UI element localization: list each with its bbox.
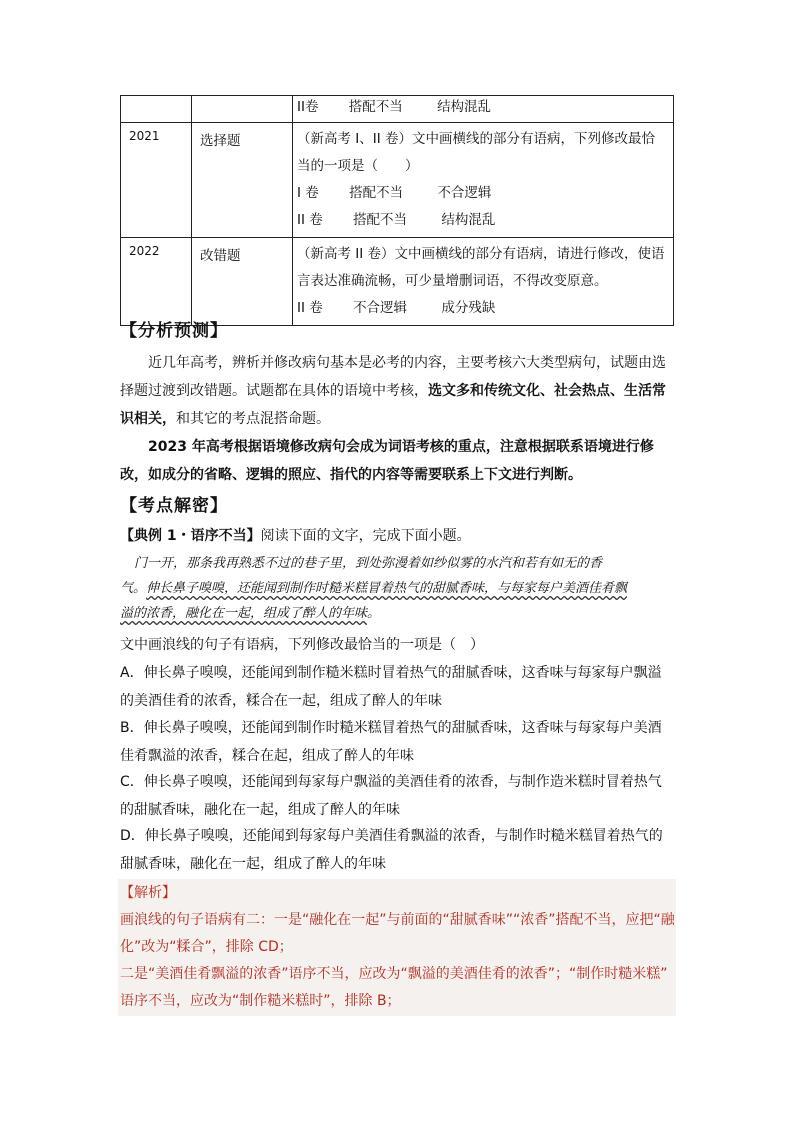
type-cell: 改错题 — [192, 238, 293, 326]
detail-text-line: 言表达准确流畅，可少量增删词语，不得改变原意。 — [297, 273, 608, 289]
option-a — [120, 659, 676, 715]
volume-label: II 卷 — [297, 300, 323, 316]
volume-line — [297, 96, 667, 120]
forecast-emphasis: 2023 年高考根据语境修改病句会成为词语考核的重点，注意根据联系语境进行修改，如成分的省略、逻辑的照应、指代的内容等需要联系上下文进行判断。 — [120, 439, 654, 483]
passage-line — [120, 601, 676, 626]
forecast-text: 近几年高考，辨析并修改病句基本是必考的内容，主要考核六大类型病句，试题由选择题过渡到改错题。试题都在具体的语境中考核， — [120, 355, 666, 399]
detail-text-line: （新高考 II 卷）文中画横线的部分有语病，请进行修改，使语 — [297, 246, 665, 262]
solution-line: 语序不当，应改为“制作糙米糕时”，排除 B； — [120, 993, 401, 1009]
error-type-2: 结构混乱 — [441, 212, 496, 228]
exam-history-table — [120, 95, 674, 326]
table-row — [121, 238, 674, 326]
solution-heading: 【解析】 — [120, 885, 176, 901]
volume-line — [297, 295, 667, 322]
passage-line — [120, 551, 676, 576]
forecast-paragraph-1 — [120, 349, 676, 433]
wavy-underlined-sentence: 溢的浓香，融化在一起，组成了醉人的年味 — [120, 606, 368, 621]
option-c — [120, 768, 676, 824]
passage — [120, 551, 676, 626]
table-row — [121, 96, 674, 123]
forecast-emphasis: 选文多和传统文化、社会热点、生活常识相关， — [120, 383, 666, 427]
solution-line: 化”改为“糅合”，排除 CD； — [120, 939, 293, 955]
detail-text-line: 当的一项是（ ） — [297, 158, 419, 174]
error-type-1: 搭配不当 — [348, 99, 403, 115]
error-type-1: 不合逻辑 — [353, 300, 408, 316]
forecast-paragraph-2 — [120, 433, 676, 489]
detail-text-line: （新高考 I、II 卷）文中画横线的部分有语病，下列修改最恰 — [297, 131, 656, 147]
detail-cell — [293, 238, 674, 326]
error-type-2: 不合逻辑 — [437, 185, 492, 201]
solution-line: 二是“美酒佳肴飘溢的浓香”语序不当，应改为“飘溢的美酒佳肴的浓香”；“制作时糙米糕” — [120, 966, 668, 982]
option-b — [120, 714, 676, 770]
question-stem: 文中画浪线的句子有语病，下列修改最恰当的一项是（ ） — [120, 637, 484, 653]
forecast-text-tail: 和其它的考点混搭命题。 — [176, 411, 330, 427]
type-cell: 选择题 — [192, 123, 293, 238]
year-cell: 2022 — [121, 238, 192, 326]
volume-label: II卷 — [297, 99, 319, 115]
option-line: B．伸长鼻子嗅嗅，还能闻到制作时糙米糕冒着热气的甜腻香味，这香味与每家每户美酒 — [120, 720, 662, 736]
example-label: 【典例 1・语序不当】 — [120, 528, 261, 544]
example-instruction: 阅读下面的文字，完成下面小题。 — [260, 528, 471, 544]
detail-cell — [293, 123, 674, 238]
passage-line — [120, 576, 676, 601]
error-type-1: 搭配不当 — [349, 185, 404, 201]
option-line: D．伸长鼻子嗅嗅，还能闻到每家每户美酒佳肴飘溢的浓香，与制作时糙米糕冒着热气的 — [120, 828, 663, 844]
option-line: A．伸长鼻子嗅嗅，还能闻到制作糙米糕时冒着热气的甜腻香味，这香味与每家每户飘溢 — [120, 665, 662, 681]
option-line: 的甜腻香味，融化在一起，组成了醉人的年味 — [120, 802, 400, 818]
option-line: C．伸长鼻子嗅嗅，还能闻到每家每户飘溢的美酒佳肴的浓香，与制作造米糕时冒着热气 — [120, 774, 662, 790]
detail-cell — [293, 96, 674, 123]
option-line: 甜腻香味，融化在一起，组成了醉人的年味 — [120, 856, 386, 872]
error-type-2: 成分残缺 — [441, 300, 496, 316]
type-cell — [192, 96, 293, 123]
passage-text: 门一开，那条我再熟悉不过的巷子里，到处弥漫着如纱似雾的水汽和若有如无的香 — [134, 556, 603, 571]
year-cell: 2021 — [121, 123, 192, 238]
error-type-1: 搭配不当 — [353, 212, 408, 228]
analysis-forecast-heading: 【分析预测】 — [120, 321, 228, 341]
wavy-underlined-sentence: 伸长鼻子嗅嗅，还能闻到制作时糙米糕冒着热气的甜腻香味，与每家每户美酒佳肴飘 — [146, 581, 628, 596]
volume-label: I 卷 — [297, 185, 319, 201]
option-line: 的美酒佳肴的浓香，糅合在一起，组成了醉人的年味 — [120, 693, 442, 709]
volume-label: II 卷 — [297, 212, 323, 228]
passage-text: 气。 — [120, 581, 147, 596]
passage-text: 。 — [367, 606, 381, 621]
option-line: 佳肴飘溢的浓香，糅合在起，组成了醉人的年味 — [120, 748, 414, 764]
error-type-2: 结构混乱 — [437, 99, 492, 115]
key-points-heading: 【考点解密】 — [120, 496, 228, 516]
solution-line: 画浪线的句子语病有二：一是“融化在一起”与前面的“甜腻香味”“浓香”搭配不当，应把“融 — [120, 912, 675, 928]
volume-line — [297, 207, 667, 234]
year-cell — [121, 96, 192, 123]
example-title — [120, 525, 471, 545]
solution-box — [118, 879, 676, 1016]
volume-line — [297, 180, 667, 207]
table-row — [121, 123, 674, 238]
option-d — [120, 822, 676, 878]
